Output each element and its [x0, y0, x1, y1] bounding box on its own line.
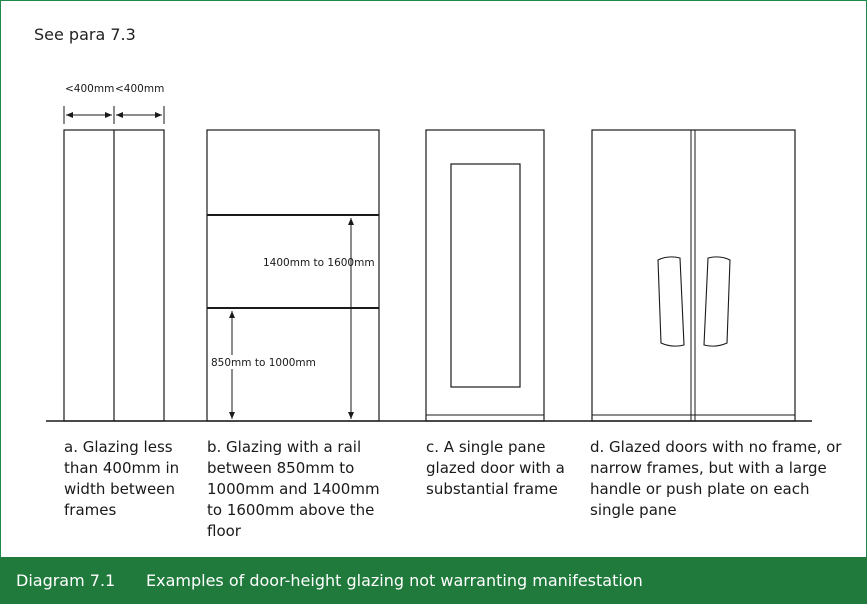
door-b-panel [207, 130, 379, 421]
door-d [592, 130, 795, 421]
door-c-frame [426, 130, 544, 421]
see-para-reference: See para 7.3 [34, 25, 136, 44]
door-d-frame [592, 130, 795, 421]
diagram-title: Examples of door-height glazing not warranting manifestation [146, 571, 643, 590]
door-d-right-handle [704, 257, 730, 346]
dim-label-b-lower: 850mm to 1000mm [211, 357, 316, 369]
door-c-glass-pane [451, 164, 520, 387]
dim-label-a-left: <400mm [65, 83, 115, 95]
dim-label-a-right: <400mm [115, 83, 165, 95]
caption-b: b. Glazing with a rail between 850mm to 1000mm and 1400mm to 1600mm above the floor [207, 438, 380, 540]
dim-label-b-upper: 1400mm to 1600mm [263, 257, 375, 269]
caption-d: d. Glazed doors with no frame, or narrow frames, but with a large handle or push plate on each single pane [590, 438, 842, 519]
door-c [426, 130, 544, 421]
diagram-number: Diagram 7.1 [16, 571, 116, 590]
caption-c: c. A single pane glazed door with a substantial frame [426, 438, 565, 498]
door-d-left-handle [658, 257, 684, 346]
caption-a: a. Glazing less than 400mm in width between frames [64, 438, 180, 519]
door-a [64, 83, 164, 421]
door-b [207, 130, 379, 421]
footer-spacer [0, 604, 867, 611]
diagram-footer [0, 557, 867, 604]
